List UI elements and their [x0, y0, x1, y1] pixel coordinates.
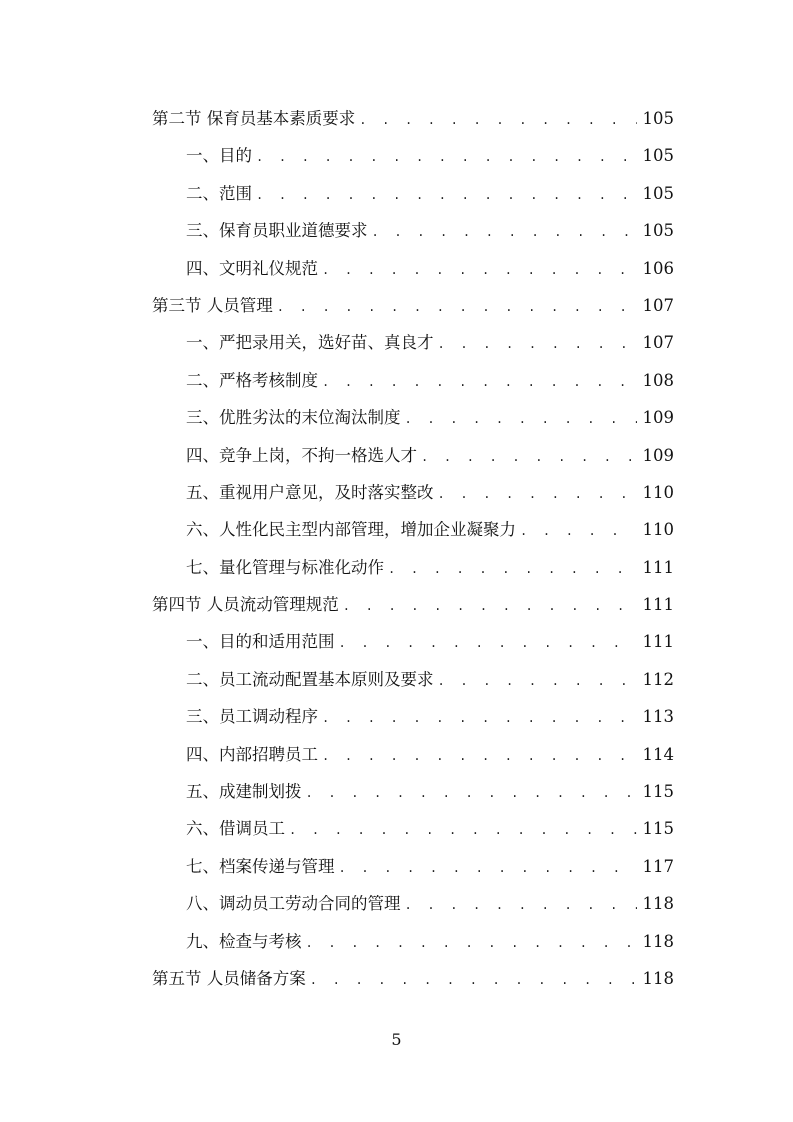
- toc-entry-title: 第三节 人员管理: [152, 295, 273, 315]
- dot-leader: [438, 476, 637, 513]
- toc-entry[interactable]: [152, 399, 674, 436]
- toc-entry-page: 105: [642, 183, 674, 203]
- toc-entry-title: 二、员工流动配置基本原则及要求: [186, 669, 434, 689]
- toc-entry[interactable]: [152, 212, 674, 249]
- toc-entry-title: 三、保育员职业道德要求: [186, 221, 368, 241]
- toc-entry-title: 三、优胜劣汰的末位淘汰制度: [186, 408, 401, 428]
- toc-entry[interactable]: [152, 287, 674, 324]
- dot-leader: [289, 812, 637, 849]
- toc-entry[interactable]: [152, 175, 674, 212]
- toc-entry-title: 八、调动员工劳动合同的管理: [186, 894, 401, 914]
- dot-leader: [256, 177, 637, 214]
- toc-entry-page: 105: [642, 146, 674, 166]
- toc-entry-title: 一、目的: [186, 146, 252, 166]
- toc-entry-page: 110: [642, 520, 674, 540]
- dot-leader: [322, 700, 637, 737]
- toc-entry[interactable]: [152, 586, 674, 623]
- toc-entry-page: 108: [642, 370, 674, 390]
- toc-entry-page: 107: [642, 333, 674, 353]
- toc-entry[interactable]: [152, 848, 674, 885]
- toc-entry-title: 四、内部招聘员工: [186, 744, 318, 764]
- toc-entry-page: 106: [642, 258, 674, 278]
- dot-leader: [438, 663, 637, 700]
- dot-leader: [343, 588, 637, 625]
- toc-entry[interactable]: [152, 549, 674, 586]
- toc-entry-page: 118: [642, 968, 674, 988]
- toc-entry[interactable]: [152, 698, 674, 735]
- toc-entry-page: 117: [642, 856, 674, 876]
- toc-entry[interactable]: [152, 623, 674, 660]
- toc-entry-title: 七、档案传递与管理: [186, 856, 335, 876]
- toc-entry-title: 五、成建制划拨: [186, 782, 302, 802]
- toc-entry-page: 118: [642, 894, 674, 914]
- table-of-contents: [152, 100, 674, 997]
- toc-entry[interactable]: [152, 736, 674, 773]
- dot-leader: [322, 738, 637, 775]
- dot-leader: [520, 513, 637, 550]
- dot-leader: [339, 625, 637, 662]
- toc-entry-page: 107: [642, 295, 674, 315]
- toc-entry-title: 七、量化管理与标准化动作: [186, 557, 384, 577]
- toc-entry[interactable]: [152, 362, 674, 399]
- toc-entry-page: 105: [642, 109, 674, 128]
- toc-entry-page: 118: [642, 931, 674, 951]
- dot-leader: [256, 139, 637, 176]
- toc-entry-page: 114: [642, 744, 674, 764]
- toc-entry-page: 109: [642, 408, 674, 428]
- dot-leader: [405, 887, 637, 924]
- toc-entry-page: 113: [642, 707, 674, 727]
- dot-leader: [372, 214, 637, 251]
- toc-entry-page: 112: [642, 669, 674, 689]
- toc-entry[interactable]: [152, 810, 674, 847]
- toc-entry-title: 九、检查与考核: [186, 931, 302, 951]
- toc-entry-page: 115: [642, 782, 674, 802]
- toc-entry-page: 111: [642, 595, 674, 615]
- dot-leader: [438, 326, 637, 363]
- toc-entry-page: 111: [642, 632, 674, 652]
- toc-entry-page: 109: [642, 445, 674, 465]
- toc-entry-title: 四、文明礼仪规范: [186, 258, 318, 278]
- dot-leader: [322, 364, 637, 401]
- toc-entry[interactable]: [152, 474, 674, 511]
- toc-entry-page: 115: [642, 819, 674, 839]
- dot-leader: [277, 289, 637, 326]
- dot-leader: [359, 102, 636, 139]
- dot-leader: [310, 962, 637, 999]
- toc-entry-title: 第五节 人员储备方案: [152, 968, 306, 988]
- toc-entry-title: 五、重视用户意见，及时落实整改: [186, 482, 434, 502]
- dot-leader: [421, 439, 637, 476]
- toc-entry-title: 第二节 保育员基本素质要求: [152, 109, 356, 128]
- toc-entry[interactable]: [152, 773, 674, 810]
- toc-entry[interactable]: [152, 923, 674, 960]
- toc-entry[interactable]: [152, 661, 674, 698]
- dot-leader: [388, 551, 637, 588]
- toc-entry-page: 110: [642, 482, 674, 502]
- dot-leader: [306, 925, 637, 962]
- toc-entry-title: 三、员工调动程序: [186, 707, 318, 727]
- toc-entry[interactable]: [152, 511, 674, 548]
- toc-entry-title: 第四节 人员流动管理规范: [152, 595, 339, 615]
- dot-leader: [405, 401, 637, 438]
- toc-entry-title: 六、人性化民主型内部管理，增加企业凝聚力: [186, 520, 516, 540]
- dot-leader: [306, 775, 637, 812]
- toc-entry[interactable]: [152, 137, 674, 174]
- toc-entry[interactable]: [152, 437, 674, 474]
- toc-entry-title: 六、借调员工: [186, 819, 285, 839]
- toc-entry-title: 一、目的和适用范围: [186, 632, 335, 652]
- page-number: 5: [391, 1030, 402, 1049]
- toc-entry[interactable]: [152, 324, 674, 361]
- toc-entry-title: 一、严把录用关，选好苗、真良才: [186, 333, 434, 353]
- toc-entry[interactable]: [152, 885, 674, 922]
- toc-entry-title: 四、竞争上岗，不拘一格选人才: [186, 445, 417, 465]
- toc-entry-title: 二、范围: [186, 183, 252, 203]
- toc-entry[interactable]: [152, 250, 674, 287]
- toc-entry-page: 105: [642, 221, 674, 241]
- toc-entry[interactable]: [152, 960, 674, 997]
- toc-entry-page: 111: [642, 557, 674, 577]
- dot-leader: [339, 850, 637, 887]
- toc-entry-title: 二、严格考核制度: [186, 370, 318, 390]
- dot-leader: [322, 252, 637, 289]
- toc-entry[interactable]: [152, 100, 674, 137]
